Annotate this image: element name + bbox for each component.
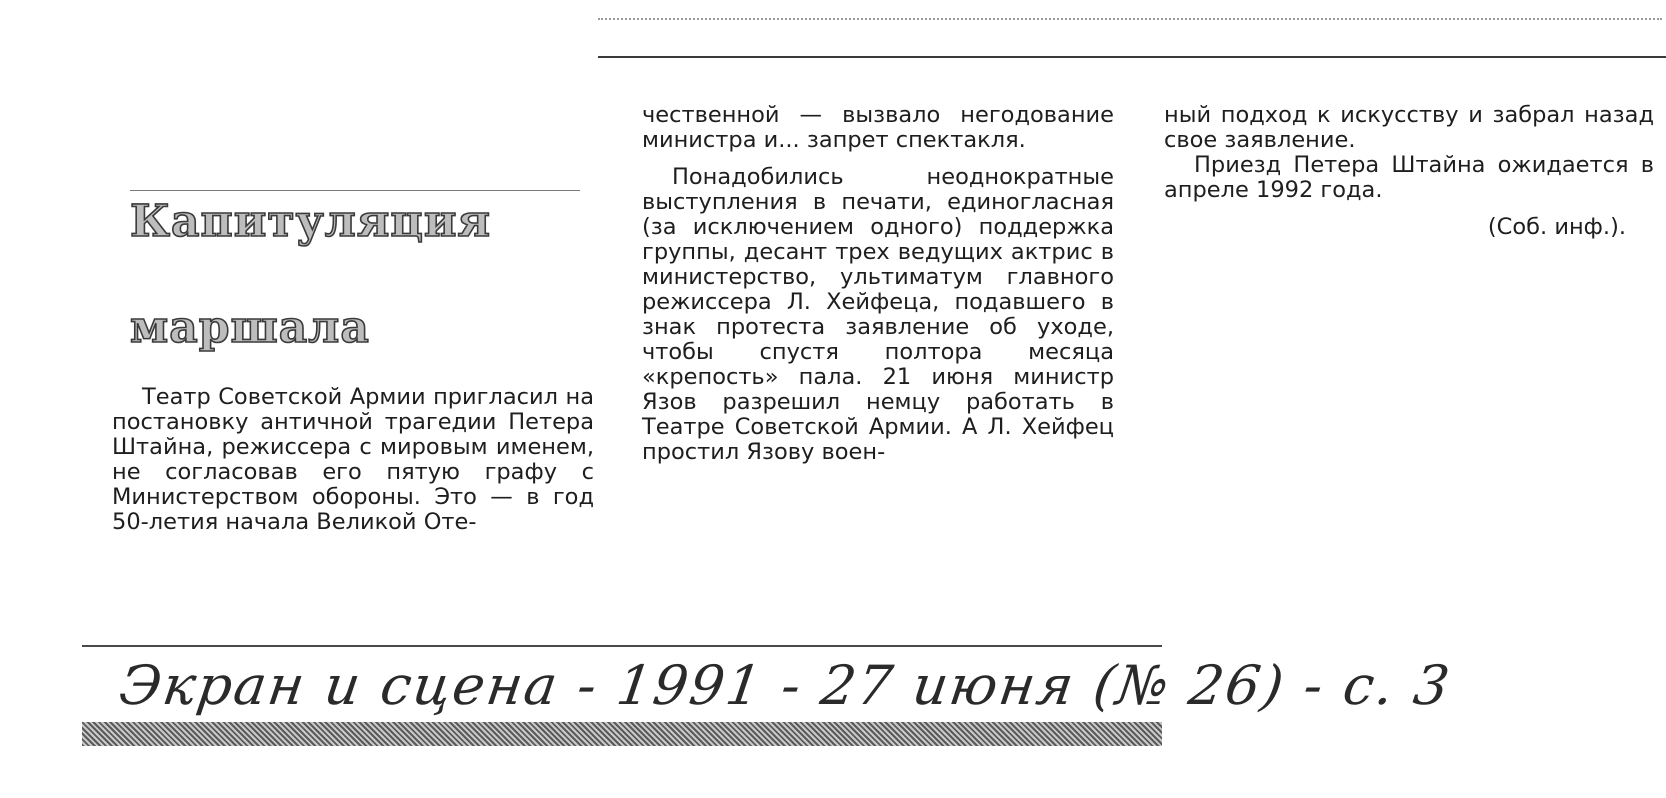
column-1-paragraph-1: Театр Советской Армии пригласил на постановку античной трагедии Петера Штайна, режиссера с мировым именем, не согласовав его пятую графу с Министерством обороны. Это — в год 50-летия начала Великой Оте- (112, 384, 594, 535)
column-3-paragraph-1: ный подход к искусству и забрал назад свое заявление. (1164, 102, 1654, 153)
headline-line-1: Капитуляция (130, 196, 491, 247)
headline-rule (130, 190, 580, 191)
column-3-paragraph-2: Приезд Петера Штайна ожидается в апреле 1992 года. (1164, 152, 1654, 203)
column-2-paragraph-2: Понадобились неоднократные выступления в печати, единогласная (за исключением одного) поддержка группы, десант трех ведущих актрис в министерство, ультиматум главного режиссера Л. Хейфеца, подавшего в знак протеста заявление об уходе, чтобы спустя полтора месяца «крепость» пала. 21 июня министр Язов разрешил немцу работать в Театре Советской Армии. А Л. Хейфец простил Язову воен- (642, 164, 1114, 465)
column-2-paragraph-1: чественной — вызвало негодование министра и... запрет спектакля. (642, 102, 1114, 153)
hatched-strip (82, 722, 1162, 746)
top-dotted-rule (598, 18, 1662, 20)
top-rule (598, 56, 1666, 58)
article-column-1 (112, 385, 594, 535)
handwritten-source-note: Экран и сцена - 1991 - 27 июня (№ 26) - с. 3 (115, 654, 1456, 717)
bottom-rule (82, 645, 1162, 647)
article-column-2 (642, 103, 1114, 465)
headline-line-2: маршала (130, 302, 370, 353)
author-signature: (Соб. инф.). (1487, 214, 1626, 240)
article-column-3 (1164, 103, 1654, 240)
